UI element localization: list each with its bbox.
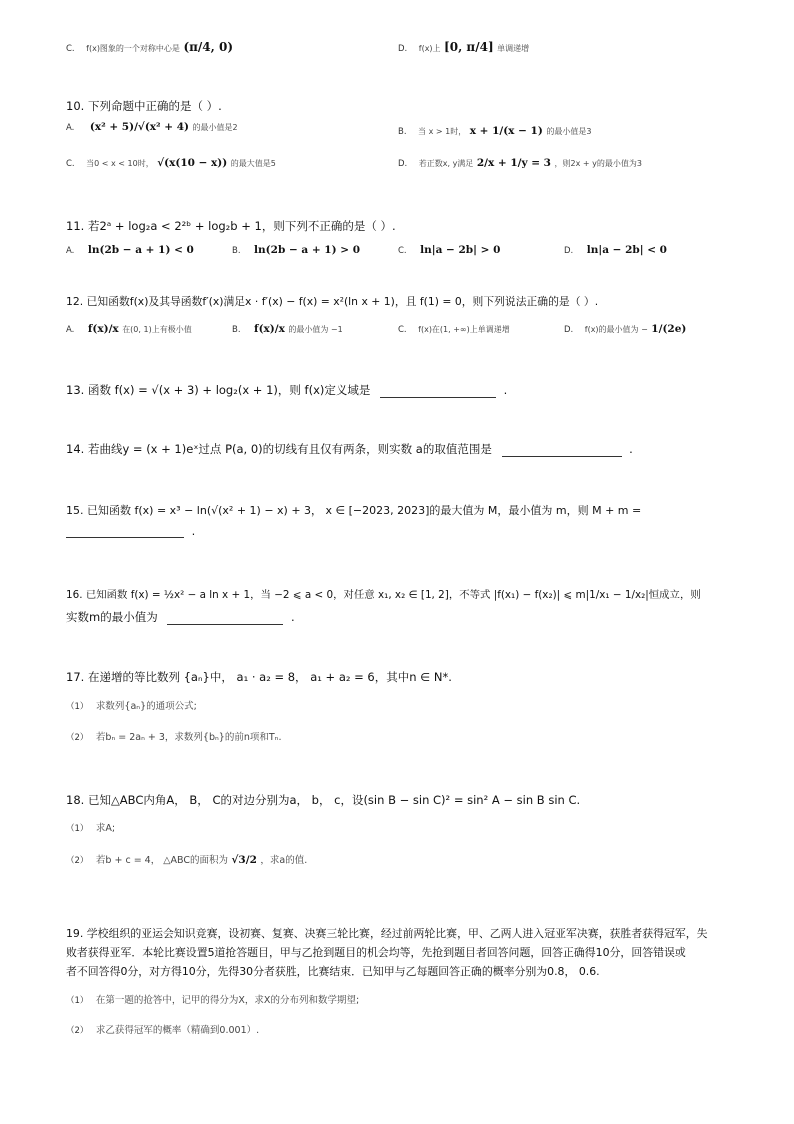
question-18-stem: 18. 已知△ABC内角A， B， C的对边分别为a， b， c，设(sin B − sin C)² = sin² A − sin B sin C. [66, 793, 581, 807]
answer-blank-14[interactable] [502, 456, 622, 457]
option-math: (x² + 5)/√(x² + 4) [89, 121, 190, 133]
option-math: f(x)/x [87, 323, 119, 335]
question-13-stem: 13. 函数 f(x) = √(x + 3) + log₂(x + 1)，则 f(x)定义域是 [66, 383, 371, 397]
option-text: 的最小值为 −1 [288, 325, 343, 334]
q10-option-c [66, 156, 276, 169]
q11-option-d [564, 243, 667, 256]
option-pre: 当0 < x < 10时， [86, 159, 154, 168]
option-pre: 当 x > 1时， [418, 127, 467, 136]
question-16-line2 [66, 609, 295, 625]
option-math: f(x)/x [254, 323, 285, 335]
option-math: 2/x + 1/y = 3 [476, 157, 551, 169]
part-text: 若bₙ = 2aₙ + 3，求数列{bₙ}的前n项和Tₙ. [95, 732, 282, 743]
part-text: 若b + c = 4， △ABC的面积为 [95, 855, 229, 866]
question-19-line-2: 败者获得亚军．本轮比赛设置5道抢答题目，甲与乙抢到题目的机会均等，先抢到题目者回答问题，回答正确得10分，回答错误或 [66, 946, 686, 959]
part-text: 求A; [95, 823, 116, 834]
question-14-stem: 14. 若曲线y = (x + 1)eˣ过点 P(a, 0)的切线有且仅有两条，则实数 a的取值范围是 [66, 442, 492, 456]
q12-option-c [398, 322, 510, 335]
option-math: [0, π/4] [444, 40, 494, 54]
option-label: D. [398, 44, 408, 54]
question-12-stem: 12. 已知函数f(x)及其导函数f′(x)满足x · f′(x) − f(x) = x²(ln x + 1)，且 f(1) = 0，则下列说法正确的是（ ）. [66, 295, 599, 308]
question-14 [66, 441, 633, 457]
option-text: 在(0, 1)上有极小值 [122, 325, 192, 334]
option-label: C. [398, 325, 407, 335]
q18-part-1 [66, 820, 115, 834]
part-number: （2） [66, 733, 89, 743]
option-math: √(x(10 − x)) [157, 157, 228, 169]
option-label: A. [66, 123, 75, 133]
answer-blank-13[interactable] [380, 397, 496, 398]
q17-part-2 [66, 729, 281, 743]
q11-option-b [232, 243, 360, 256]
q11-option-c [398, 243, 500, 256]
sentence-end: . [291, 610, 295, 624]
option-label: D. [398, 159, 408, 169]
q12-option-a [66, 322, 192, 335]
question-17-stem: 17. 在递增的等比数列 {aₙ}中， a₁ · a₂ = 8， a₁ + a₂ = 6，其中n ∈ N*. [66, 670, 452, 684]
question-11-stem: 11. 若2ᵃ + log₂a < 2²ᵇ + log₂b + 1，则下列不正确的是（ ）. [66, 219, 396, 233]
option-text: f(x)图象的一个对称中心是 [86, 44, 180, 53]
option-text: f(x)在(1, +∞)上单调递增 [418, 325, 510, 334]
question-16-text: 实数m的最小值为 [66, 610, 158, 624]
question-13 [66, 382, 507, 398]
option-label: B. [232, 246, 241, 256]
question-15-line2 [66, 524, 195, 538]
part-number: （2） [66, 1026, 89, 1036]
question-10-stem: 10. 下列命题中正确的是（ ）. [66, 99, 222, 113]
q9-option-d [398, 40, 529, 54]
option-text: ln|a − 2b| > 0 [420, 244, 501, 256]
option-text: 的最小值是2 [192, 123, 238, 132]
option-text: ，则2x + y的最小值为3 [554, 159, 642, 168]
q10-option-a [66, 120, 238, 133]
q12-option-d [564, 322, 686, 335]
q17-part-1 [66, 698, 197, 712]
part-number: （2） [66, 856, 89, 866]
answer-blank-16[interactable] [167, 624, 283, 625]
option-label: C. [66, 44, 75, 54]
part-number: （1） [66, 702, 89, 712]
option-text: f(x)上 [418, 44, 441, 53]
option-text: 的最大值是5 [230, 159, 276, 168]
question-19-line-1: 19. 学校组织的亚运会知识竞赛，设初赛、复赛、决赛三轮比赛，经过前两轮比赛，甲、乙两人进入冠亚军决赛，获胜者获得冠军，失 [66, 927, 708, 940]
q10-option-b [398, 124, 591, 137]
q19-part-2 [66, 1022, 259, 1036]
option-math: 1/(2e) [651, 323, 687, 335]
option-text: ln(2b − a + 1) < 0 [87, 244, 194, 256]
option-label: A. [66, 325, 75, 335]
part-text: 在第一题的抢答中，记甲的得分为X，求X的分布列和数学期望; [95, 995, 360, 1006]
option-label: D. [564, 246, 574, 256]
option-label: A. [66, 246, 75, 256]
sentence-end: . [191, 524, 196, 538]
q12-option-b [232, 322, 343, 335]
q9-option-c [66, 40, 233, 54]
option-text: ln|a − 2b| < 0 [586, 244, 667, 256]
answer-blank-15[interactable] [66, 537, 184, 538]
question-19-line-3: 者不回答得0分，对方得10分，先得30分者获胜，比赛结束．已知甲与乙每题回答正确的概率分别为0.8， 0.6. [66, 965, 600, 978]
option-text: ln(2b − a + 1) > 0 [254, 244, 360, 256]
option-pre: 若正数x, y满足 [418, 159, 474, 168]
option-tail: 单调递增 [497, 44, 530, 53]
option-math: x + 1/(x − 1) [469, 125, 543, 137]
question-15-stem: 15. 已知函数 f(x) = x³ − ln(√(x² + 1) − x) + 3， x ∈ [−2023, 2023]的最大值为 M，最小值为 m，则 M + m = [66, 504, 642, 517]
option-text: 的最小值是3 [546, 127, 592, 136]
option-text: f(x)的最小值为 − [584, 325, 648, 334]
option-label: D. [564, 325, 574, 335]
part-number: （1） [66, 996, 89, 1006]
part-text: 求乙获得冠军的概率（精确到0.001）. [95, 1025, 260, 1036]
sentence-end: . [629, 442, 633, 456]
q19-part-1 [66, 992, 359, 1006]
option-math: (π/4, 0) [183, 40, 234, 54]
option-label: B. [398, 127, 407, 137]
part-text: 求数列{aₙ}的通项公式; [95, 701, 197, 712]
option-label: C. [66, 159, 75, 169]
part-number: （1） [66, 824, 89, 834]
question-16-stem: 16. 已知函数 f(x) = ½x² − a ln x + 1，当 −2 ⩽ a < 0，对任意 x₁, x₂ ∈ [1, 2]，不等式 |f(x₁) − f(x₂)| ⩽ m|1/x₁ − 1/x₂|恒成立，则 [66, 589, 701, 601]
q11-option-a [66, 243, 194, 256]
option-label: C. [398, 246, 407, 256]
option-label: B. [232, 325, 241, 335]
q10-option-d [398, 156, 642, 169]
q18-part-2 [66, 852, 307, 866]
part-math: √3/2 [231, 854, 257, 866]
sentence-end: . [503, 383, 508, 397]
part-text-tail: ，求a的值. [260, 855, 308, 866]
